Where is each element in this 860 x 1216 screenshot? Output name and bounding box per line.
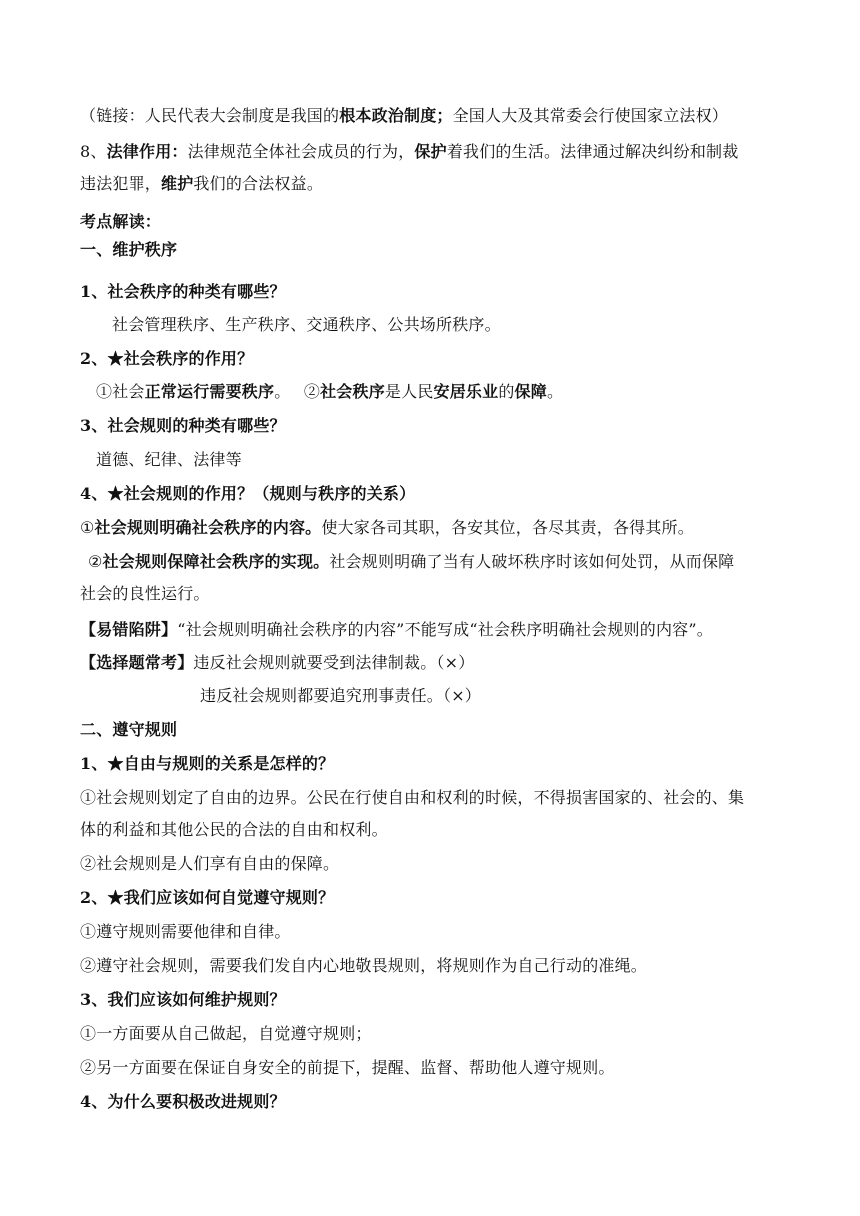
answer-text: ②社会规则是人们享有自由的保障。: [80, 854, 340, 873]
question-heading: 4、为什么要积极改进规则？: [80, 1092, 286, 1111]
text-run-bold: 社会规则明确社会秩序的内容。: [94, 518, 322, 537]
text-run: 我们的合法权益。: [193, 174, 324, 193]
text-run: ①社会: [96, 382, 145, 401]
text-run: 社会规则明确了当有人破坏秩序时该如何处罚，从而保障: [329, 552, 735, 571]
section-heading-maintain-order: 一、维护秩序: [80, 240, 178, 259]
answer-text: ①遵守规则需要他律和自律。: [80, 922, 291, 941]
text-run-bold: 维护: [161, 174, 194, 193]
multiple-choice-note-cont: 违反社会规则都要追究刑事责任。（×）: [200, 686, 482, 705]
question-heading: 3、社会规则的种类有哪些？: [80, 416, 286, 435]
question-heading: 2、★我们应该如何自觉遵守规则？: [80, 888, 335, 907]
answer-text: [80, 518, 790, 538]
text-run: 的: [498, 382, 515, 401]
text-run: ①: [80, 518, 95, 537]
multiple-choice-note: [80, 653, 790, 673]
answer-text: 道德、纪律、法律等: [96, 450, 242, 469]
mistake-trap-note: [80, 620, 790, 640]
text-run: 是人民: [384, 382, 434, 401]
question-heading: 1、社会秩序的种类有哪些？: [80, 282, 286, 301]
text-run: 。: [546, 382, 564, 401]
question-heading: 1、★自由与规则的关系是怎样的？: [80, 754, 335, 773]
answer-text: [88, 552, 790, 572]
text-run-bold: 安居乐业: [433, 382, 499, 401]
answer-text: 社会管理秩序、生产秩序、交通秩序、公共场所秩序。: [112, 315, 501, 334]
text-run: 全国人大及其常委会行使国家立法权）: [452, 106, 729, 125]
question-heading: 2、★社会秩序的作用？: [80, 349, 254, 368]
answer-text: 社会的良性运行。: [80, 584, 210, 603]
text-run-bold: 保护: [414, 142, 447, 161]
text-run: 着我们的生活。法律通过解决纠纷和制裁: [446, 142, 739, 161]
text-line-link-note: [80, 106, 790, 126]
text-run-bold: 社会规则保障社会秩序的实现。: [102, 552, 330, 571]
text-run: 违法犯罪，: [80, 174, 162, 193]
text-run: 使大家各司其职，各安其位，各尽其责，各得其所。: [321, 518, 694, 537]
text-line-law-function: [80, 142, 790, 162]
text-line-law-function-cont: [80, 174, 790, 194]
answer-text: 体的利益和其他公民的合法的自由和权利。: [80, 820, 388, 839]
text-run: 法律规范全体社会成员的行为，: [187, 142, 415, 161]
heading-exam-points: 考点解读：: [80, 212, 162, 231]
text-run-bold: 正常运行需要秩序: [144, 382, 275, 401]
text-run: “社会规则明确社会秩序的内容”不能写成“社会秩序明确社会规则的内容”。: [177, 620, 713, 639]
text-run-bold: 根本政治制度；: [339, 106, 453, 125]
question-heading: 4、★社会规则的作用？（规则与秩序的关系）: [80, 484, 416, 503]
label-bold: 【选择题常考】: [80, 653, 194, 672]
text-run-bold: 保障: [514, 382, 547, 401]
answer-text: ②遵守社会规则，需要我们发自内心地敬畏规则，将规则作为自己行动的准绳。: [80, 956, 648, 975]
text-run-bold: 社会秩序: [320, 382, 385, 401]
text-run: 违反社会规则就要受到法律制裁。（×）: [193, 653, 475, 672]
text-run-bold: 法律作用：: [106, 142, 188, 161]
text-run: 。 ②: [274, 382, 321, 401]
text-run: 8、: [80, 142, 107, 161]
question-heading: 3、我们应该如何维护规则？: [80, 990, 286, 1009]
text-run: ②: [88, 552, 103, 571]
answer-text: ①一方面要从自己做起，自觉遵守规则；: [80, 1024, 372, 1043]
label-bold: 【易错陷阱】: [80, 620, 178, 639]
answer-text: [96, 382, 790, 402]
section-heading-follow-rules: 二、遵守规则: [80, 720, 178, 739]
text-run: （链接：人民代表大会制度是我国的: [80, 106, 340, 125]
answer-text: ②另一方面要在保证自身安全的前提下，提醒、监督、帮助他人遵守规则。: [80, 1058, 615, 1077]
answer-text: ①社会规则划定了自由的边界。公民在行使自由和权利的时候，不得损害国家的、社会的、集: [80, 788, 745, 807]
